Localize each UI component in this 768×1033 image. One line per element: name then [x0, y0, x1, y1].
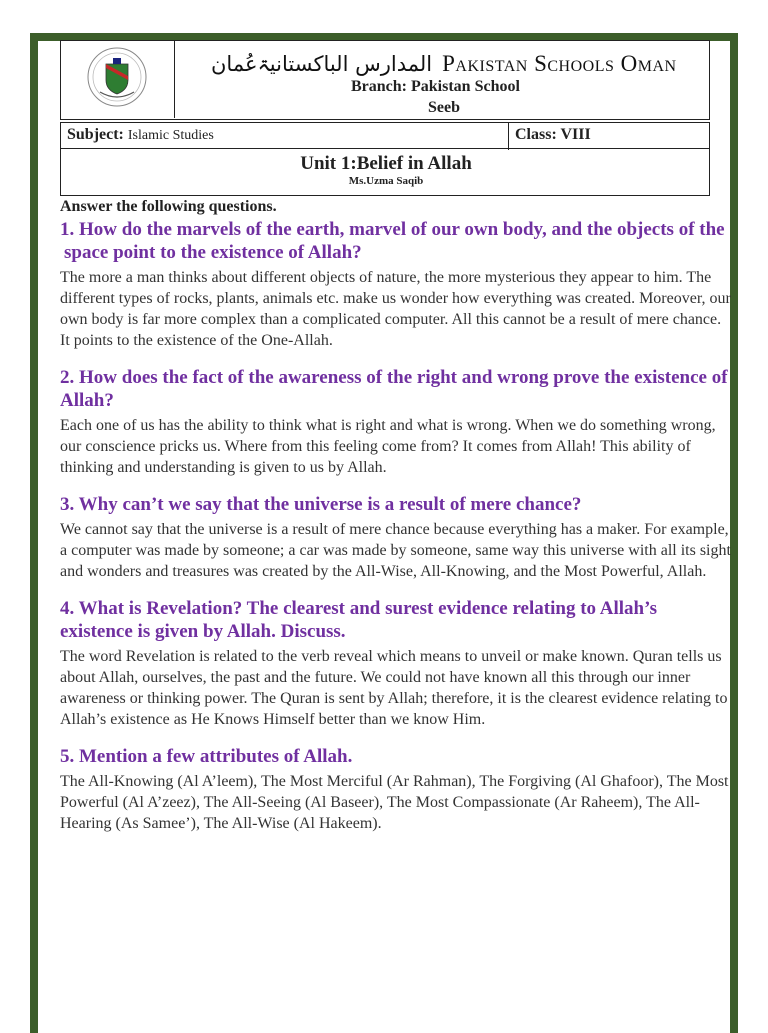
- answer-3: We cannot say that the universe is a result of mere chance because everything has a maker. For example, a computer was made by someone; a car was made by someone, same way this universe with all its sight and wonders and treasures was created by the All-Wise, All-Knowing, and the Most Powerful, Allah.: [60, 521, 731, 580]
- school-logo-icon: [86, 46, 148, 108]
- unit-title: Unit 1:Belief in Allah: [300, 153, 472, 174]
- question-3: 3. Why can’t we say that the universe is a result of mere chance?: [60, 494, 582, 515]
- worksheet-content: [60, 198, 732, 834]
- teacher-name: Ms.Uzma Saqib: [348, 175, 424, 187]
- instruction: Answer the following questions.: [60, 198, 277, 215]
- subject-label: Subject:: [67, 126, 124, 143]
- unit-row: [60, 149, 710, 196]
- subject-value: Islamic Studies: [127, 128, 214, 143]
- question-2: 2. How does the fact of the awareness of the right and wrong prove the existence of Allah?: [60, 367, 728, 411]
- branch-line: Branch: Pakistan School: [351, 78, 520, 95]
- question-1: 1. How do the marvels of the earth, marvel of our own body, and the objects of the space point to the existence of Allah?: [60, 219, 725, 263]
- campus-line: Seeb: [428, 99, 460, 116]
- school-name-urdu: المدارس الباکستانیۃعُمان: [211, 52, 433, 76]
- answer-1: The more a man thinks about different objects of nature, the more mysterious they appear to him. The different types of rocks, plants, animals etc. make us wonder how everything was created. Moreover, our own body is far more complex than a complicated computer. All this cannot be a result of mere chance. It points to the existence of the One-Allah.: [60, 269, 731, 349]
- subject-class-row: [60, 122, 710, 149]
- document-header: [60, 40, 710, 197]
- question-5: 5. Mention a few attributes of Allah.: [60, 746, 353, 767]
- answer-5: The All-Knowing (Al A’leem), The Most Merciful (Ar Rahman), The Forgiving (Al Ghafoor), The Most Powerful (Al A’zeez), The All-Seeing (Al Baseer), The Most Compassionate (Ar Raheem), The All-Hearing (As Samee’), The All-Wise (Al Hakeem).: [60, 773, 729, 832]
- logo-cell: [61, 41, 175, 118]
- subject-field: [67, 126, 214, 144]
- class-field: Class: VIII: [508, 123, 591, 150]
- answer-4: The word Revelation is related to the verb reveal which means to unveil or make known. Quran tells us about Allah, ourselves, the past and the future. We could not have known all this through our inner awareness or thinking power. The Quran is sent by Allah; therefore, it is the clearest evidence relating to Allah’s existence as He Knows Himself better than we know Him.: [60, 648, 728, 728]
- answer-2: Each one of us has the ability to think what is right and what is wrong. When we do something wrong, our conscience pricks us. Where from this feeling come from? It comes from Allah! This ability of thinking and understanding is given to us by Allah.: [60, 417, 716, 476]
- school-name-english: Pakistan Schools Oman: [442, 51, 677, 76]
- header-title-row: [60, 40, 710, 120]
- school-title: [211, 51, 677, 77]
- question-4: 4. What is Revelation? The clearest and surest evidence relating to Allah’s existence is given by Allah. Discuss.: [60, 598, 658, 642]
